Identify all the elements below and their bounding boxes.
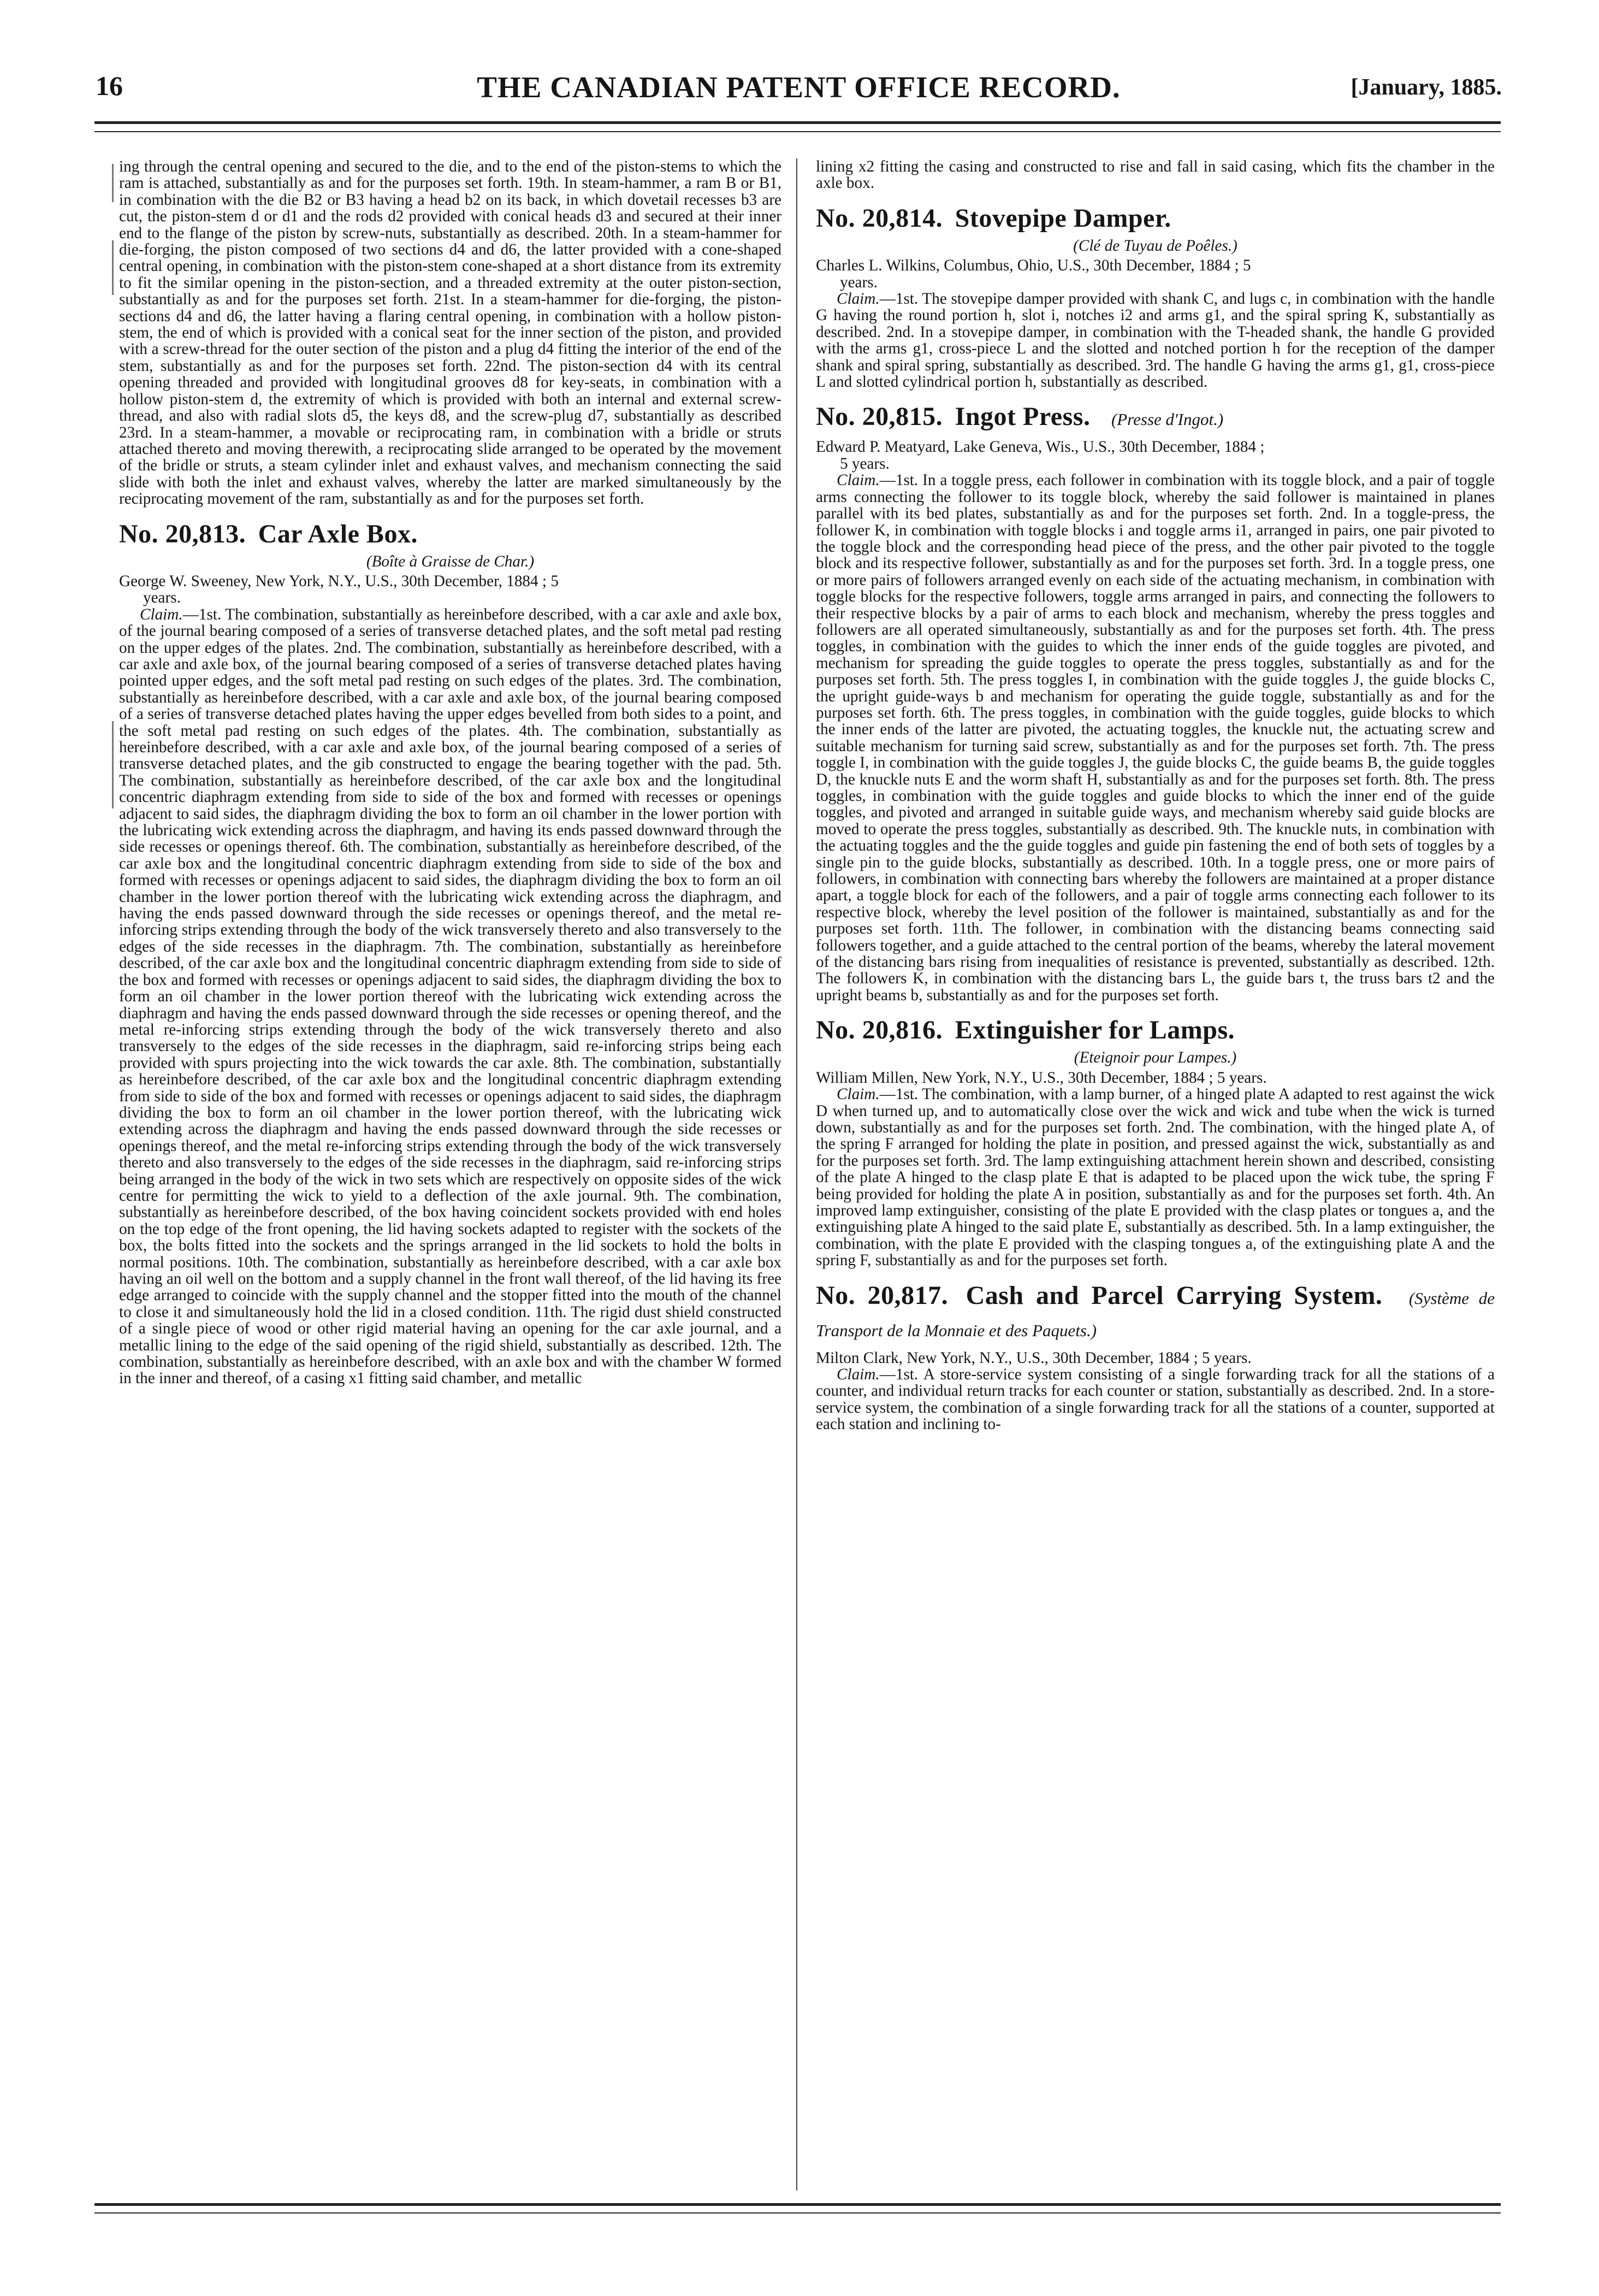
right-column bbox=[816, 158, 1495, 2196]
claim-paragraph bbox=[119, 606, 781, 1387]
patent-heading-20817 bbox=[816, 1281, 1495, 1345]
patent-number: No. 20,813. bbox=[119, 519, 246, 548]
footer-rule-thick bbox=[94, 2203, 1501, 2206]
patent-heading-20815 bbox=[816, 402, 1495, 434]
patent-title: Extinguisher for Lamps. bbox=[955, 1016, 1235, 1045]
french-title: (Clé de Tuyau de Poêles.) bbox=[1073, 237, 1237, 255]
page-header bbox=[96, 70, 1502, 103]
margin-mark bbox=[112, 721, 114, 808]
left-column bbox=[119, 158, 781, 2196]
issue-date: [January, 1885. bbox=[1351, 75, 1502, 100]
grantee-line bbox=[119, 573, 781, 606]
patent-heading-20814 bbox=[816, 204, 1495, 233]
grantee-line bbox=[816, 1350, 1495, 1366]
patent-number: No. 20,817. bbox=[816, 1280, 949, 1310]
claim-label: Claim. bbox=[837, 1365, 880, 1383]
claim-text: —1st. In a toggle press, each follower in combination with its toggle block, and a pair of toggle arms connecting the follower to its toggle block, whereby the said follower is maintained in planes parallel with its bed plates, substantially as and for the purposes set forth. 2nd. In a toggle-press, the follower K, in combination with toggle blocks i and toggle arms i1, arranged in pairs, one pair pivoted to the toggle block and the corresponding head piece of the press, and the other pair pivoted to the toggle block and its respective follower, substantially as and for the purposes set forth. 3rd. In a toggle press, one or more pairs of followers arranged evenly on each side of the actuating mechanism, in combination with toggle blocks for the respective followers, toggle arms arranged in pairs, and connecting the followers to their respective blocks by a pair of arms to each block and mechanism, whereby the press toggles and followers are all operated simultaneously, substantially as and for the purposes set forth. 4th. The press toggles, in combination with the guides to which the inner ends of the guide toggles are pivoted, and mechanism for spreading the guide toggles to operate the press toggles, substantially as and for the purposes set forth. 5th. The press toggles I, in combination with the guide toggles J, the guide blocks C, the upright guide-ways b and mechanism for operating the guide toggle, substantially as and for the purposes set forth. 6th. The press toggles, in combination with the guide toggles, guide blocks to which the inner ends of the latter are pivoted, the actuating toggles, the knuckle nut, the actuating screw and suitable mechanism for turning said screw, substantially as and for the purposes set forth. 7th. The press toggle I, in combination with the guide toggles J, the guide blocks C, the guide beams B, the guide toggles D, the knuckle nuts E and the worm shaft H, substantially as and for the purposes set forth. 8th. The press toggles, in combination with the guide toggles and guide blocks to which the inner end of the guide toggles, and pivoted and arranged in suitable guide ways, and mechanism whereby said guide blocks are moved to operate the press toggles, substantially as described. 9th. The knuckle nuts, in combination with the actuating toggles and the the guide toggles and guide pin fastening the end of both sets of toggles by a single pin to the guide blocks, substantially as described. 10th. In a toggle press, one or more pairs of followers, in combination with connecting bars whereby the followers are maintained at a proper distance apart, a toggle block for each of the followers, and a pair of toggle arms connecting each follower to its respective block, whereby the level position of the follower is maintained, substantially as and for the purposes set forth. 11th. The follower, in combination with the distancing beams connecting said followers together, and a guide attached to the central portion of the beams, whereby the lateral movement of the distancing bars rising from inequalities of resistance is prevented, substantially as described. 12th. The followers K, in combination with the distancing bars L, the guide bars t, the truss bars t2 and the upright beams b, substantially as and for the purposes set forth. bbox=[816, 471, 1495, 1004]
claim-text: —1st. A store-service system consisting of a single forwarding track for all the stations of a counter, and individual return tracks for each counter or station, substantially as described. 2nd. In a store-service system, the combination of a single forwarding track for all the stations of a counter, supported at each station and inclining to- bbox=[816, 1365, 1495, 1433]
patent-number: No. 20,816. bbox=[816, 1016, 943, 1045]
grantee-text: Edward P. Meatyard, Lake Geneva, Wis., U.S., 30th December, 1884 ; bbox=[816, 438, 1265, 456]
patent-heading-20813 bbox=[119, 520, 781, 549]
patent-title: Ingot Press. bbox=[955, 402, 1091, 432]
footer-rule-thin bbox=[94, 2212, 1501, 2214]
grantee-years: years. bbox=[143, 589, 181, 607]
grantee-text: Milton Clark, New York, N.Y., U.S., 30th December, 1884 ; 5 years. bbox=[816, 1349, 1252, 1367]
patent-number: No. 20,814. bbox=[816, 203, 943, 233]
header-rule-thick bbox=[94, 121, 1501, 124]
publication-title: THE CANADIAN PATENT OFFICE RECORD. bbox=[477, 70, 1121, 104]
claim-label: Claim. bbox=[837, 471, 880, 489]
patent-title: Stovepipe Damper. bbox=[955, 203, 1171, 233]
claim-paragraph bbox=[816, 291, 1495, 390]
grantee-years: 5 years. bbox=[840, 455, 890, 473]
french-title: (Système de Transport de la Monnaie et des Paquets.) bbox=[816, 1288, 1495, 1340]
continued-claim-text: lining x2 fitting the casing and constructed to rise and fall in said casing, which fits the chamber in the axle box. bbox=[816, 158, 1495, 192]
french-title: (Eteignoir pour Lampes.) bbox=[1074, 1049, 1237, 1067]
claim-paragraph bbox=[816, 1366, 1495, 1433]
claim-paragraph bbox=[816, 472, 1495, 1004]
patent-number: No. 20,815. bbox=[816, 402, 943, 432]
column-divider bbox=[796, 158, 797, 2191]
grantee-text: Charles L. Wilkins, Columbus, Ohio, U.S., 30th December, 1884 ; 5 bbox=[816, 257, 1251, 275]
claim-paragraph bbox=[816, 1086, 1495, 1268]
claim-label: Claim. bbox=[140, 605, 183, 623]
grantee-text: George W. Sweeney, New York, N.Y., U.S., 30th December, 1884 ; 5 bbox=[119, 572, 559, 590]
claim-label: Claim. bbox=[837, 1085, 880, 1103]
margin-mark bbox=[112, 164, 114, 202]
grantee-years: years. bbox=[840, 273, 878, 291]
patent-title: Car Axle Box. bbox=[258, 519, 418, 548]
margin-mark bbox=[112, 240, 114, 295]
french-title: (Presse d'Ingot.) bbox=[1111, 410, 1224, 429]
claim-text: —1st. The stovepipe damper provided with shank C, and lugs c, in combination with the handle G having the round portion h, slot i, notches i2 and arms g1, and the spiral spring K, substantially as described. 2nd. In a stovepipe damper, in combination with the T-headed shank, the handle G provided with the arms g1, cross-piece L and the slotted and notched portion h for the reception of the damper shank and spiral spring, substantially as described. 3rd. The handle G having the arms g1, g1, cross-piece L and slotted cylindrical portion h, substantially as described. bbox=[816, 290, 1495, 391]
french-title: (Boîte à Graisse de Char.) bbox=[366, 552, 535, 570]
patent-heading-20816 bbox=[816, 1016, 1495, 1045]
page-number: 16 bbox=[96, 70, 123, 101]
claim-text: —1st. The combination, with a lamp burner, of a hinged plate A adapted to rest against the wick D when turned up, and to automatically close over the wick and wick and tube when the wick is turned down, substantially as and for the purposes set forth. 2nd. The combination, with the hinged plate A, of the spring F arranged for holding the plate in position, and pressed against the wick, substantially as and for the purposes set forth. 3rd. The lamp extinguishing attachment herein shown and described, consisting of the plate A hinged to the clasp plate E that is adapted to be placed upon the wick tube, the spring F being provided for holding the plate A in position, substantially as and for the purposes set forth. 4th. An improved lamp extinguisher, consisting of the plate E provided with the clasp plates or tongues a, and the extinguishing plate A hinged to the said plate E, substantially as described. 5th. In a lamp extinguisher, the combination, with the plate E provided with the clasping tongues a, of the extinguishing plate A and the spring F, substantially as and for the purposes set forth. bbox=[816, 1085, 1495, 1270]
claim-text: —1st. The combination, substantially as hereinbefore described, with a car axle and axle box, of the journal bearing composed of a series of transverse detached plates, and the soft metal pad resting on the upper edges of the plates. 2nd. The combination, substantially as hereinbefore described, with a car axle and axle box, of the journal bearing composed of a series of transverse detached plates having pointed upper edges, and the soft metal pad resting on such edges of the plates. 3rd. The combination, substantially as hereinbefore described, with a car axle and axle box, of the journal bearing composed of a series of transverse detached plates having the upper edges bevelled from both sides to a point, and the soft metal pad resting on such edges of the plates. 4th. The combination, substantially as hereinbefore described, with a car axle and axle box, of the journal bearing composed of a series of transverse detached plates, and the gib constructed to engage the bearing together with the pad. 5th. The combination, substantially as hereinbefore described, of the car axle box and the longitudinal concentric diaphragm extending from side to side of the box and formed with recesses or openings adjacent to said sides, the diaphragm dividing the box to form an oil chamber in the lower portion with the lubricating wick extending across the diaphragm, and having its ends passed downward through the side recesses or openings thereof. 6th. The combination, substantially as hereinbefore described, of the car axle box and the longitudinal concentric diaphragm extending from side to side of the box and formed with recesses or openings adjacent to said sides, the diaphragm dividing the box to form an oil chamber in the lower portion thereof with the lubricating wick extending across the diaphragm, and having the ends passed downward through the side recesses or openings thereof, and the metal re-inforcing strips extending through the body of the wick transversely thereto and also transversely to the edges of the side recesses in the diaphragm. 7th. The combination, substantially as hereinbefore described, of the car axle box and the longitudinal concentric diaphragm extending from side to side of the box and formed with recesses or openings adjacent to said sides, the diaphragm dividing the box to form an oil chamber in the lower portion thereof with the lubricating wick extending across the diaphragm and having the ends passed downward through the side recesses or opening thereof, and the metal re-inforcing strips extending through the body of the wick transversely thereto and also transversely to the edges of the side recesses in the diaphragm, said re-inforcing strips being each provided with spurs projecting into the wick towards the car axle. 8th. The combination, substantially as hereinbefore described, of the car axle box and the longitudinal concentric diaphragm extending from side to side of the box and formed with recesses or openings adjacent to said sides, the diaphragm dividing the box to form an oil chamber in the lower portion thereof, with the lubricating wick extending across the diaphragm and having the ends passed downward through the side recesses or openings thereof, and the metal re-inforcing strips extending through the body of the wick transversely thereto and also transversely to the edges of the side recesses in the diaphragm, said re-inforcing strips being arranged in the body of the wick in two sets which are respectively on opposite sides of the wick centre for permitting the wick to yield to a deflection of the axle journal. 9th. The combination, substantially as hereinbefore described, of the box having coincident sockets provided with end holes on the top edge of the front opening, the lid having sockets adapted to register with the sockets of the box, the bolts fitted into the sockets and the springs arranged in the lid sockets to hold the bolts in normal positions. 10th. The combination, substantially as hereinbefore described, with a car axle box having an oil well on the bottom and a supply channel in the front wall thereof, of the lid having its free edge arranged to coincide with the supply channel and the stopper fitted into the mouth of the channel to close it and simultaneously hold the lid in a closed condition. 11th. The rigid dust shield constructed of a single piece of wood or other rigid material having an opening for the car axle journal, and a metallic lining to the edge of the said opening of the rigid shield, substantially as described. 12th. The combination, substantially as hereinbefore described, with an axle box and with the chamber W formed in the inner and thereof, of a casing x1 fitting said chamber, and metallic bbox=[119, 605, 781, 1388]
grantee-line bbox=[816, 439, 1495, 472]
header-rule-thin bbox=[94, 131, 1501, 132]
claim-label: Claim. bbox=[837, 290, 880, 308]
continued-claim-text: ing through the central opening and secured to the die, and to the end of the piston-stems to which the ram is attached, substantially as and for the purposes set forth. 19th. In steam-hammer, a ram B or B1, in combination with the die B2 or B3 having a head b2 on its back, in which dovetail recesses b3 are cut, the piston-stem d or d1 and the rods d2 provided with conical heads d3 and secured at their inner end to the flange of the piston by screw-nuts, substantially as described. 20th. In a steam-hammer for die-forging, the piston composed of two sections d4 and d6, the latter provided with a cone-shaped central opening, in combination with the piston-stem cone-shaped at a short distance from its extremity to fit the similar opening in the piston-section, and a threaded extremity at the outer piston-section, substantially as and for the purposes set forth. 21st. In a steam-hammer for die-forging, the piston-sections d4 and d6, the latter having a flaring central opening, in combination with a hollow piston-stem, the end of which is provided with a conical seat for the inner section of the piston, and provided with a screw-thread for the outer section of the piston and a plug d4 fitting the interior of the end of the stem, substantially as and for the purposes set forth. 22nd. The piston-section d4 with its central opening threaded and provided with longitudinal grooves d8 for key-seats, in combination with a hollow piston-stem d, the extremity of which is provided with both an internal and external screw-thread, and also with radial slots d5, the keys d8, and the screw-plug d7, substantially as described 23rd. In a steam-hammer, a movable or reciprocating ram, in combination with a bridle or struts attached thereto and moving therewith, a reciprocating slide arranged to be operated by the movement of the bridle or struts, a steam cylinder inlet and exhaust valves, and mechanism connecting the said slide with both the inlet and exhaust valves, whereby the latter are marked simultaneously by the reciprocating movement of the ram, substantially as and for the purposes set forth. bbox=[119, 158, 781, 508]
grantee-line bbox=[816, 1070, 1495, 1086]
patent-title: Cash and Parcel Carrying System. bbox=[966, 1280, 1383, 1310]
grantee-text: William Millen, New York, N.Y., U.S., 30th December, 1884 ; 5 years. bbox=[816, 1069, 1267, 1087]
grantee-line bbox=[816, 257, 1495, 291]
